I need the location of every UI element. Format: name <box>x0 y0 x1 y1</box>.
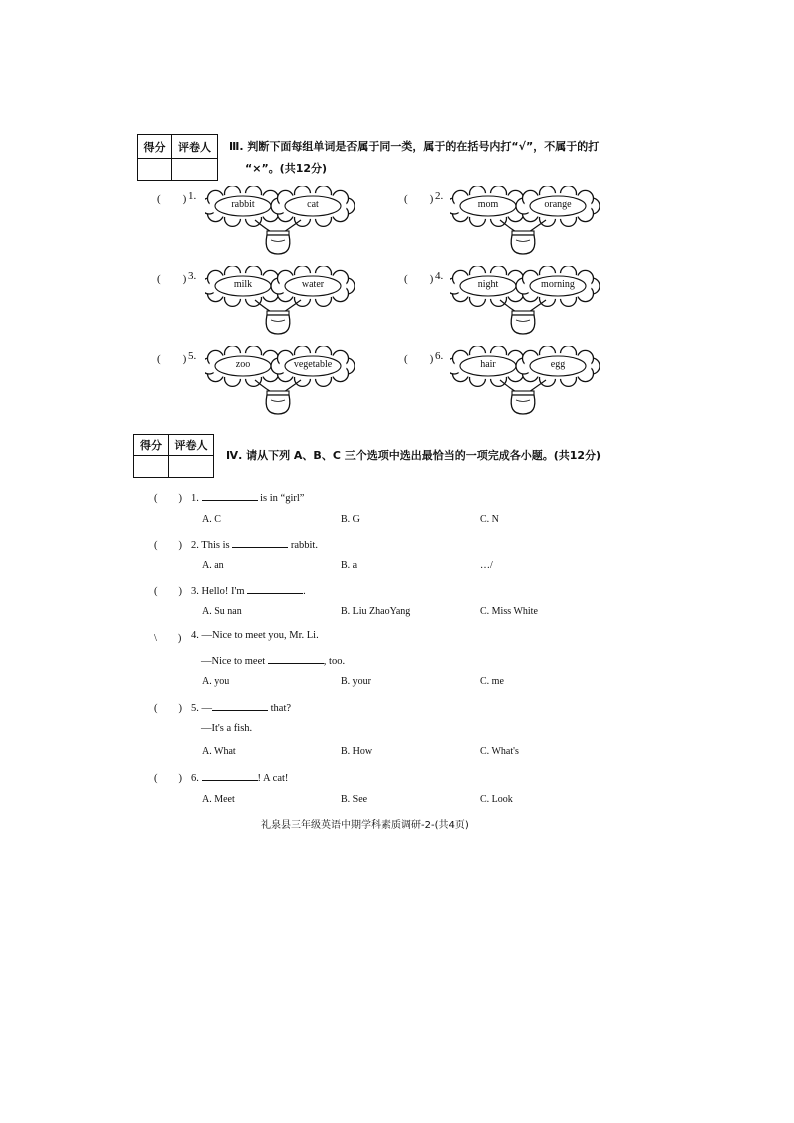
flower-word-right: morning <box>541 279 575 290</box>
answer-paren[interactable]: ( ) <box>154 703 182 714</box>
item-number: 1. <box>188 190 197 202</box>
item-number: 4. <box>435 270 444 282</box>
answer-paren[interactable]: ( ) <box>157 273 187 285</box>
score-label: 得分 <box>138 135 172 159</box>
question-line <box>191 630 319 641</box>
option-c[interactable]: …/ <box>480 560 493 571</box>
dialog-text-pre: —Nice to meet <box>201 656 268 667</box>
reviewer-cell[interactable] <box>169 456 214 478</box>
answer-paren[interactable]: ( ) <box>404 353 434 365</box>
flower-pair-illustration <box>450 266 600 338</box>
flower-pair-illustration <box>205 346 355 418</box>
question-text-pre: 6. <box>191 773 202 784</box>
flower-word-left: milk <box>233 279 253 290</box>
question-text-post: that? <box>268 703 292 714</box>
dialog-text: —It's a fish. <box>201 723 253 734</box>
option-c[interactable]: C. Miss White <box>480 606 538 617</box>
reviewer-label: 评卷人 <box>169 435 214 456</box>
option-a[interactable]: A. Su nan <box>202 606 242 617</box>
reviewer-label: 评卷人 <box>172 135 218 159</box>
question-text-pre: 5. — <box>191 703 212 714</box>
answer-paren[interactable]: ( ) <box>404 273 434 285</box>
dialog-line <box>201 723 252 734</box>
option-c[interactable]: C. What's <box>480 746 519 757</box>
option-a[interactable]: A. What <box>202 746 236 757</box>
answer-paren[interactable]: ( ) <box>157 193 187 205</box>
question-text-pre: 4. —Nice to meet you, Mr. Li. <box>191 630 319 641</box>
flower-pair-illustration <box>450 346 600 418</box>
reviewer-cell[interactable] <box>172 159 218 181</box>
question-line <box>191 537 318 551</box>
answer-paren[interactable]: ( ) <box>154 540 182 551</box>
flower-pair-illustration <box>205 186 355 258</box>
question-line <box>191 490 304 504</box>
flower-word-right: vegetable <box>293 359 333 370</box>
section3-title-line1: Ⅲ. 判断下面每组单词是否属于同一类，属于的在括号内打“√”，不属于的打 <box>229 140 600 153</box>
option-b[interactable]: B. Liu ZhaoYang <box>341 606 411 617</box>
item-number: 2. <box>435 190 444 202</box>
flower-word-right: orange <box>544 199 572 210</box>
option-c[interactable]: C. me <box>480 676 504 687</box>
answer-paren[interactable]: ( ) <box>154 586 182 597</box>
answer-paren[interactable]: \ ) <box>154 633 182 644</box>
question-line <box>191 700 291 714</box>
flower-pair-illustration <box>205 266 355 338</box>
option-b[interactable]: B. a <box>341 560 358 571</box>
question-text-pre: 3. Hello! I'm <box>191 586 248 597</box>
answer-blank[interactable] <box>202 770 258 781</box>
flower-word-right: egg <box>550 359 566 370</box>
flower-word-left: zoo <box>235 359 251 370</box>
option-a[interactable]: A. you <box>202 676 230 687</box>
option-c[interactable]: C. N <box>480 514 499 525</box>
answer-paren[interactable]: ( ) <box>154 773 182 784</box>
option-b[interactable]: B. G <box>341 514 360 525</box>
question-text-pre: 1. <box>191 493 202 504</box>
question-text-pre: 2. This is <box>191 540 233 551</box>
dialog-line <box>201 653 345 667</box>
flower-word-left: rabbit <box>231 199 255 210</box>
option-b[interactable]: B. your <box>341 676 371 687</box>
score-box-section4 <box>133 434 214 478</box>
score-cell[interactable] <box>134 456 169 478</box>
section4-title: Ⅳ. 请从下列 A、B、C 三个选项中选出最恰当的一项完成各小题。(共12分) <box>226 449 602 462</box>
option-a[interactable]: A. C <box>202 514 221 525</box>
item-number: 5. <box>188 350 197 362</box>
score-label: 得分 <box>134 435 169 456</box>
question-line <box>191 770 288 784</box>
flower-word-right: cat <box>307 199 319 210</box>
flower-word-right: water <box>301 279 325 290</box>
answer-paren[interactable]: ( ) <box>157 353 187 365</box>
item-number: 3. <box>188 270 197 282</box>
question-text-post: . <box>303 586 306 597</box>
answer-blank[interactable] <box>247 583 303 594</box>
option-b[interactable]: B. How <box>341 746 373 757</box>
question-line <box>191 583 306 597</box>
item-number: 6. <box>435 350 444 362</box>
dialog-text-post: , too. <box>323 656 346 667</box>
answer-paren[interactable]: ( ) <box>154 493 182 504</box>
option-a[interactable]: A. an <box>202 560 224 571</box>
answer-blank[interactable] <box>268 653 324 664</box>
question-text-post: rabbit. <box>288 540 318 551</box>
score-cell[interactable] <box>138 159 172 181</box>
score-box-section3 <box>137 134 218 181</box>
option-a[interactable]: A. Meet <box>202 794 235 805</box>
answer-paren[interactable]: ( ) <box>404 193 434 205</box>
flower-pair-illustration <box>450 186 600 258</box>
answer-blank[interactable] <box>202 490 258 501</box>
question-text-post: ! A cat! <box>257 773 289 784</box>
flower-word-left: hair <box>480 359 496 370</box>
flower-word-left: mom <box>477 199 499 210</box>
page-footer: 礼泉县三年级英语中期学科素质调研-2-(共4页) <box>261 820 469 831</box>
question-text-post: is in “girl” <box>257 493 305 504</box>
flower-word-left: night <box>477 279 499 290</box>
section3-title <box>229 136 599 180</box>
answer-blank[interactable] <box>212 700 268 711</box>
section3-title-line2: “×”。(共12分) <box>245 162 328 175</box>
answer-blank[interactable] <box>232 537 288 548</box>
option-c[interactable]: C. Look <box>480 794 513 805</box>
option-b[interactable]: B. See <box>341 794 368 805</box>
